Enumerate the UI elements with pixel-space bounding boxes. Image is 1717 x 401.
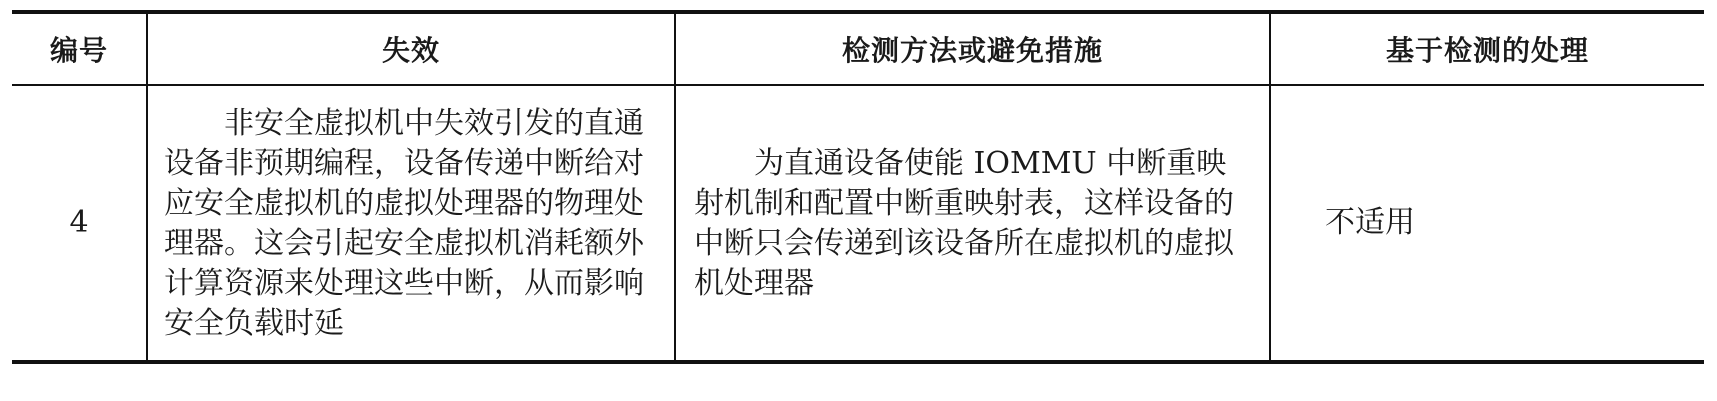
cell-handling: 不适用 bbox=[1270, 85, 1704, 362]
table-row bbox=[12, 85, 1704, 362]
detection-text: 为直通设备使能 IOMMU 中断重映射机制和配置中断重映射表，这样设备的中断只会传递到该设备所在虚拟机的虚拟机处理器 bbox=[694, 146, 1234, 301]
cell-detection bbox=[675, 85, 1270, 362]
cell-failure bbox=[147, 85, 675, 362]
cell-number: 4 bbox=[69, 205, 89, 240]
failure-table bbox=[12, 10, 1704, 364]
header-row bbox=[12, 12, 1704, 85]
header-failure: 失效 bbox=[147, 12, 675, 85]
header-handling: 基于检测的处理 bbox=[1270, 12, 1704, 85]
failure-table-container bbox=[12, 10, 1704, 364]
failure-text: 非安全虚拟机中失效引发的直通设备非预期编程，设备传递中断给对应安全虚拟机的虚拟处理器的物理处理器。这会引起安全虚拟机消耗额外计算资源来处理这些中断，从而影响安全负载时延 bbox=[164, 106, 644, 341]
table-header bbox=[12, 12, 1704, 85]
header-number: 编号 bbox=[49, 34, 108, 67]
table-body bbox=[12, 85, 1704, 362]
header-detection: 检测方法或避免措施 bbox=[675, 12, 1270, 85]
